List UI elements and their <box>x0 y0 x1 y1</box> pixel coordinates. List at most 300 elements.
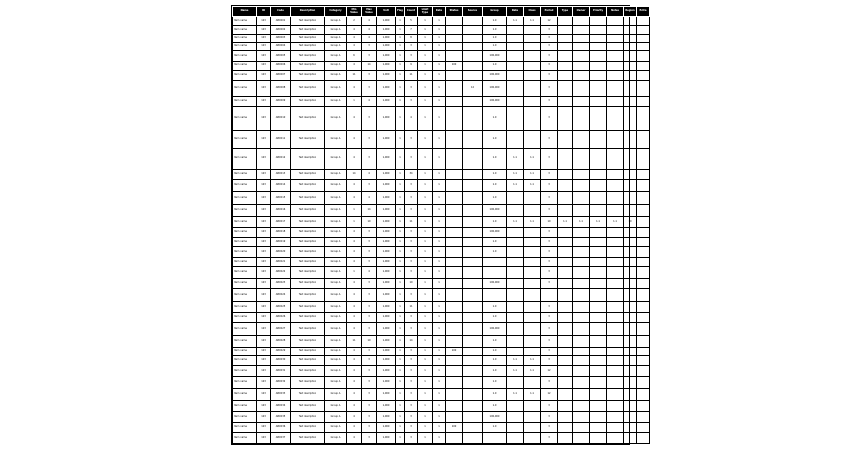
table-cell[interactable]: 1.0 <box>483 302 507 312</box>
table-cell[interactable]: 123 <box>257 227 271 237</box>
table-cell[interactable]: 3 <box>541 238 558 247</box>
table-cell[interactable]: ABC026 <box>271 312 291 322</box>
table-cell[interactable] <box>463 26 483 34</box>
table-cell[interactable]: 6 <box>347 51 362 61</box>
table-cell[interactable] <box>507 257 524 266</box>
table-cell[interactable]: 3 <box>405 81 418 97</box>
table-cell[interactable] <box>607 238 624 247</box>
table-cell[interactable] <box>507 412 524 422</box>
table-cell[interactable] <box>637 422 650 432</box>
table-cell[interactable]: 1 <box>396 17 405 26</box>
table-cell[interactable] <box>558 70 573 80</box>
table-cell[interactable]: Text description <box>291 267 325 278</box>
table-cell[interactable]: 4 <box>347 257 362 266</box>
table-cell[interactable] <box>573 169 590 179</box>
table-cell[interactable]: 1,000 <box>377 278 396 288</box>
table-cell[interactable] <box>637 217 650 227</box>
table-cell[interactable] <box>624 348 637 356</box>
table-cell[interactable] <box>507 51 524 61</box>
table-cell[interactable] <box>573 302 590 312</box>
table-cell[interactable]: 1 <box>418 217 433 227</box>
table-cell[interactable]: 3 <box>362 42 377 50</box>
column-header[interactable]: Date <box>507 7 524 17</box>
table-cell[interactable] <box>624 288 637 302</box>
table-cell[interactable] <box>446 96 463 106</box>
table-cell[interactable]: 1 <box>418 204 433 216</box>
table-cell[interactable] <box>624 365 637 376</box>
table-cell[interactable] <box>637 257 650 266</box>
table-cell[interactable]: 1 <box>418 247 433 257</box>
table-cell[interactable] <box>446 17 463 26</box>
table-cell[interactable]: 3 <box>362 433 377 444</box>
table-cell[interactable] <box>607 422 624 432</box>
table-cell[interactable]: 1 <box>396 401 405 412</box>
table-cell[interactable]: 1.1 <box>558 217 573 227</box>
table-cell[interactable]: 123 <box>257 169 271 179</box>
table-cell[interactable]: Item name <box>233 365 257 376</box>
table-cell[interactable]: 4 <box>347 348 362 356</box>
table-cell[interactable]: Text description <box>291 179 325 191</box>
table-cell[interactable]: 1 <box>433 26 446 34</box>
table-cell[interactable] <box>637 348 650 356</box>
table-cell[interactable]: Text description <box>291 34 325 42</box>
column-header[interactable]: Min Value <box>347 7 362 17</box>
table-cell[interactable] <box>507 247 524 257</box>
table-cell[interactable] <box>573 107 590 131</box>
table-cell[interactable]: 1,000 <box>377 42 396 50</box>
table-cell[interactable]: Group A <box>325 204 347 216</box>
table-cell[interactable]: 1 <box>418 348 433 356</box>
table-cell[interactable] <box>637 61 650 70</box>
table-cell[interactable]: 1 <box>433 81 446 97</box>
table-cell[interactable] <box>524 131 541 149</box>
table-cell[interactable] <box>590 148 607 169</box>
table-cell[interactable]: 1.1 <box>507 356 524 365</box>
table-cell[interactable]: 1 <box>433 179 446 191</box>
table-cell[interactable] <box>446 312 463 322</box>
table-cell[interactable] <box>607 388 624 400</box>
table-cell[interactable]: 1 <box>396 412 405 422</box>
table-cell[interactable]: 8 <box>405 34 418 42</box>
table-cell[interactable] <box>524 204 541 216</box>
table-cell[interactable]: 3 <box>405 401 418 412</box>
table-cell[interactable]: 7 <box>405 26 418 34</box>
table-cell[interactable]: Group A <box>325 412 347 422</box>
table-cell[interactable] <box>558 34 573 42</box>
table-cell[interactable]: 3 <box>362 365 377 376</box>
table-cell[interactable] <box>573 179 590 191</box>
table-cell[interactable] <box>463 433 483 444</box>
table-cell[interactable] <box>463 323 483 335</box>
table-cell[interactable] <box>624 433 637 444</box>
table-cell[interactable]: 1,000 <box>377 433 396 444</box>
table-cell[interactable] <box>590 96 607 106</box>
table-cell[interactable] <box>573 61 590 70</box>
table-cell[interactable]: ABC013 <box>271 169 291 179</box>
table-cell[interactable] <box>558 433 573 444</box>
table-cell[interactable] <box>558 169 573 179</box>
table-cell[interactable]: Text description <box>291 335 325 347</box>
table-cell[interactable]: 14 <box>362 204 377 216</box>
table-cell[interactable] <box>573 257 590 266</box>
table-cell[interactable]: ABC024 <box>271 288 291 302</box>
table-cell[interactable]: 1 <box>396 288 405 302</box>
table-cell[interactable]: 123 <box>257 107 271 131</box>
table-cell[interactable]: 1 <box>347 96 362 106</box>
table-cell[interactable] <box>507 192 524 204</box>
table-cell[interactable]: Item name <box>233 107 257 131</box>
table-cell[interactable]: 3 <box>541 70 558 80</box>
table-cell[interactable]: ABC021 <box>271 257 291 266</box>
table-cell[interactable] <box>507 70 524 80</box>
table-cell[interactable]: 4 <box>347 302 362 312</box>
table-cell[interactable]: Group A <box>325 227 347 237</box>
table-cell[interactable] <box>624 377 637 388</box>
table-cell[interactable]: 1 <box>418 227 433 237</box>
table-cell[interactable]: 1 <box>433 267 446 278</box>
table-cell[interactable]: ABC035 <box>271 412 291 422</box>
table-cell[interactable] <box>463 179 483 191</box>
table-cell[interactable]: 3 <box>405 288 418 302</box>
table-row[interactable] <box>233 433 650 444</box>
table-cell[interactable]: 4 <box>347 365 362 376</box>
table-cell[interactable] <box>573 278 590 288</box>
table-cell[interactable]: ABC034 <box>271 401 291 412</box>
table-cell[interactable] <box>524 192 541 204</box>
table-cell[interactable]: 1.0 <box>483 17 507 26</box>
table-cell[interactable] <box>637 288 650 302</box>
table-cell[interactable]: 4 <box>362 34 377 42</box>
table-cell[interactable] <box>607 312 624 322</box>
table-cell[interactable]: 10 <box>405 278 418 288</box>
table-cell[interactable]: 123 <box>257 365 271 376</box>
table-cell[interactable]: Group A <box>325 51 347 61</box>
table-cell[interactable]: ABC020 <box>271 247 291 257</box>
table-cell[interactable] <box>446 34 463 42</box>
table-cell[interactable]: Group A <box>325 267 347 278</box>
table-cell[interactable]: Item name <box>233 302 257 312</box>
column-header[interactable]: Limit Type <box>418 7 433 17</box>
table-cell[interactable]: 1 <box>396 96 405 106</box>
table-cell[interactable]: Item name <box>233 227 257 237</box>
table-cell[interactable] <box>463 365 483 376</box>
table-cell[interactable] <box>463 348 483 356</box>
table-cell[interactable]: Group A <box>325 335 347 347</box>
table-cell[interactable] <box>637 96 650 106</box>
table-cell[interactable]: 1 <box>433 51 446 61</box>
table-cell[interactable] <box>463 34 483 42</box>
table-cell[interactable] <box>507 312 524 322</box>
table-cell[interactable]: 5 <box>405 17 418 26</box>
table-cell[interactable]: Item name <box>233 257 257 266</box>
table-cell[interactable] <box>446 323 463 335</box>
table-cell[interactable]: 1,000 <box>377 422 396 432</box>
table-cell[interactable]: 123 <box>257 278 271 288</box>
table-cell[interactable]: 123 <box>257 288 271 302</box>
table-cell[interactable] <box>590 412 607 422</box>
table-cell[interactable] <box>558 61 573 70</box>
table-cell[interactable] <box>624 312 637 322</box>
table-cell[interactable] <box>463 335 483 347</box>
table-cell[interactable] <box>524 70 541 80</box>
table-cell[interactable]: 1,000 <box>377 70 396 80</box>
table-cell[interactable] <box>624 412 637 422</box>
table-cell[interactable] <box>624 323 637 335</box>
table-cell[interactable]: 1 <box>418 422 433 432</box>
table-cell[interactable]: 1 <box>418 34 433 42</box>
table-cell[interactable] <box>541 288 558 302</box>
table-cell[interactable] <box>573 131 590 149</box>
table-cell[interactable] <box>637 365 650 376</box>
table-cell[interactable] <box>558 356 573 365</box>
table-cell[interactable]: 1 <box>418 377 433 388</box>
table-cell[interactable]: ABC028 <box>271 335 291 347</box>
table-cell[interactable]: 1 <box>433 257 446 266</box>
table-cell[interactable]: 1 <box>418 323 433 335</box>
table-cell[interactable]: 123 <box>257 422 271 432</box>
table-cell[interactable]: Text description <box>291 422 325 432</box>
table-cell[interactable]: 1 <box>418 278 433 288</box>
table-cell[interactable] <box>573 42 590 50</box>
table-cell[interactable]: 10 <box>624 217 637 227</box>
table-cell[interactable] <box>590 278 607 288</box>
table-cell[interactable]: 1.0 <box>483 247 507 257</box>
table-cell[interactable]: 1 <box>418 401 433 412</box>
table-cell[interactable]: 100,000 <box>483 96 507 106</box>
column-header[interactable]: Flag <box>396 7 405 17</box>
table-cell[interactable]: ABC037 <box>271 433 291 444</box>
table-cell[interactable]: 1 <box>433 148 446 169</box>
table-row[interactable] <box>233 247 650 257</box>
table-cell[interactable]: ABC031 <box>271 365 291 376</box>
table-cell[interactable] <box>524 433 541 444</box>
table-cell[interactable]: 3 <box>541 204 558 216</box>
table-cell[interactable]: 1 <box>396 377 405 388</box>
table-cell[interactable] <box>624 356 637 365</box>
table-row[interactable] <box>233 323 650 335</box>
table-cell[interactable] <box>573 26 590 34</box>
table-cell[interactable] <box>590 81 607 97</box>
table-cell[interactable]: 1.1 <box>524 179 541 191</box>
table-cell[interactable] <box>607 227 624 237</box>
table-cell[interactable]: Text description <box>291 26 325 34</box>
table-cell[interactable] <box>446 257 463 266</box>
table-cell[interactable] <box>607 179 624 191</box>
table-cell[interactable]: 3 <box>362 377 377 388</box>
table-cell[interactable]: ABC019 <box>271 238 291 247</box>
table-cell[interactable]: 1 <box>418 412 433 422</box>
table-cell[interactable] <box>590 365 607 376</box>
table-cell[interactable]: 100,000 <box>483 227 507 237</box>
table-cell[interactable]: 123 <box>257 433 271 444</box>
table-cell[interactable]: 1 <box>433 204 446 216</box>
table-cell[interactable] <box>590 238 607 247</box>
table-cell[interactable]: Group A <box>325 365 347 376</box>
table-cell[interactable] <box>590 401 607 412</box>
table-cell[interactable] <box>590 17 607 26</box>
table-cell[interactable]: 1,000 <box>377 217 396 227</box>
table-cell[interactable]: 1 <box>396 267 405 278</box>
table-cell[interactable]: Item name <box>233 312 257 322</box>
table-cell[interactable] <box>507 323 524 335</box>
table-cell[interactable]: 1.1 <box>524 217 541 227</box>
table-cell[interactable]: 1 <box>418 70 433 80</box>
table-cell[interactable]: 3 <box>362 238 377 247</box>
table-cell[interactable] <box>463 278 483 288</box>
table-cell[interactable]: 1 <box>396 238 405 247</box>
table-cell[interactable]: 34 <box>405 169 418 179</box>
table-cell[interactable] <box>558 401 573 412</box>
table-cell[interactable]: 1 <box>418 238 433 247</box>
table-cell[interactable] <box>607 412 624 422</box>
table-cell[interactable] <box>590 335 607 347</box>
table-cell[interactable]: 1.0 <box>483 131 507 149</box>
table-cell[interactable]: 3 <box>541 61 558 70</box>
table-cell[interactable] <box>637 192 650 204</box>
table-cell[interactable]: 1.0 <box>483 348 507 356</box>
table-cell[interactable] <box>446 335 463 347</box>
table-cell[interactable]: 3 <box>362 148 377 169</box>
table-cell[interactable]: 4 <box>347 422 362 432</box>
table-cell[interactable]: Group A <box>325 26 347 34</box>
table-row[interactable] <box>233 422 650 432</box>
table-cell[interactable]: 4 <box>347 131 362 149</box>
table-cell[interactable]: Group A <box>325 179 347 191</box>
table-cell[interactable]: Item name <box>233 81 257 97</box>
table-cell[interactable]: 123 <box>257 412 271 422</box>
table-cell[interactable] <box>524 323 541 335</box>
table-cell[interactable] <box>590 70 607 80</box>
table-cell[interactable]: 3 <box>405 42 418 50</box>
table-cell[interactable]: 1,000 <box>377 302 396 312</box>
table-cell[interactable]: 123 <box>257 323 271 335</box>
table-cell[interactable] <box>558 17 573 26</box>
table-cell[interactable]: 123 <box>257 26 271 34</box>
table-cell[interactable]: 1.0 <box>483 179 507 191</box>
column-header[interactable]: Period <box>541 7 558 17</box>
table-cell[interactable] <box>524 412 541 422</box>
table-cell[interactable]: 3 <box>541 401 558 412</box>
table-cell[interactable]: 3 <box>362 348 377 356</box>
table-cell[interactable]: 100,000 <box>483 81 507 97</box>
table-cell[interactable] <box>507 81 524 97</box>
table-cell[interactable] <box>624 81 637 97</box>
table-cell[interactable]: 123 <box>257 217 271 227</box>
table-cell[interactable]: 3 <box>541 96 558 106</box>
table-cell[interactable]: 4 <box>347 356 362 365</box>
table-cell[interactable] <box>573 388 590 400</box>
table-cell[interactable]: Group A <box>325 356 347 365</box>
table-cell[interactable] <box>624 335 637 347</box>
column-header[interactable]: Group <box>483 7 507 17</box>
table-cell[interactable] <box>573 238 590 247</box>
table-cell[interactable] <box>463 388 483 400</box>
table-cell[interactable]: Item name <box>233 412 257 422</box>
table-cell[interactable]: 1 <box>418 51 433 61</box>
table-cell[interactable]: 123 <box>257 348 271 356</box>
column-header[interactable]: Name <box>233 7 257 17</box>
table-cell[interactable] <box>590 388 607 400</box>
table-cell[interactable]: 1.0 <box>483 356 507 365</box>
table-cell[interactable] <box>607 17 624 26</box>
table-row[interactable] <box>233 257 650 266</box>
table-cell[interactable]: 10 <box>362 335 377 347</box>
table-cell[interactable] <box>573 323 590 335</box>
table-cell[interactable]: 4 <box>362 192 377 204</box>
table-cell[interactable]: 3 <box>541 422 558 432</box>
table-cell[interactable] <box>590 323 607 335</box>
table-cell[interactable] <box>637 107 650 131</box>
table-cell[interactable]: 4 <box>347 227 362 237</box>
table-row[interactable] <box>233 365 650 376</box>
table-cell[interactable] <box>446 107 463 131</box>
table-cell[interactable]: ABC007 <box>271 70 291 80</box>
table-cell[interactable]: 3 <box>362 70 377 80</box>
table-cell[interactable] <box>607 302 624 312</box>
table-cell[interactable]: 1 <box>396 169 405 179</box>
table-cell[interactable] <box>624 51 637 61</box>
table-cell[interactable]: 1 <box>418 257 433 266</box>
table-cell[interactable]: 4 <box>362 26 377 34</box>
table-cell[interactable] <box>624 17 637 26</box>
table-cell[interactable] <box>624 401 637 412</box>
table-cell[interactable]: 3 <box>362 247 377 257</box>
table-cell[interactable]: 3 <box>541 34 558 42</box>
table-cell[interactable]: Item name <box>233 148 257 169</box>
table-cell[interactable] <box>446 388 463 400</box>
table-cell[interactable]: 1.0 <box>483 107 507 131</box>
table-cell[interactable]: Item name <box>233 422 257 432</box>
table-cell[interactable]: 1 <box>418 61 433 70</box>
table-cell[interactable] <box>524 51 541 61</box>
table-cell[interactable]: 1 <box>418 433 433 444</box>
table-cell[interactable]: Group A <box>325 288 347 302</box>
table-cell[interactable] <box>573 312 590 322</box>
table-cell[interactable]: 4 <box>347 401 362 412</box>
table-cell[interactable] <box>590 51 607 61</box>
table-cell[interactable]: Item name <box>233 288 257 302</box>
table-cell[interactable]: 123 <box>257 335 271 347</box>
table-cell[interactable] <box>590 257 607 266</box>
table-cell[interactable]: 1,000 <box>377 107 396 131</box>
table-cell[interactable] <box>463 288 483 302</box>
table-cell[interactable]: 4 <box>405 107 418 131</box>
table-cell[interactable] <box>446 302 463 312</box>
table-row[interactable] <box>233 61 650 70</box>
table-cell[interactable] <box>463 302 483 312</box>
table-cell[interactable]: Item name <box>233 278 257 288</box>
table-cell[interactable]: 3 <box>541 81 558 97</box>
table-cell[interactable]: 100 <box>446 422 463 432</box>
table-cell[interactable]: 3 <box>405 227 418 237</box>
table-cell[interactable] <box>590 288 607 302</box>
table-cell[interactable]: 1 <box>396 247 405 257</box>
table-cell[interactable] <box>558 267 573 278</box>
table-cell[interactable]: Text description <box>291 433 325 444</box>
table-cell[interactable]: 1 <box>396 179 405 191</box>
table-cell[interactable] <box>624 42 637 50</box>
table-cell[interactable] <box>507 131 524 149</box>
table-cell[interactable] <box>637 81 650 97</box>
table-cell[interactable]: 3 <box>541 179 558 191</box>
table-cell[interactable]: 1 <box>418 302 433 312</box>
table-cell[interactable]: 3 <box>405 377 418 388</box>
table-cell[interactable] <box>637 356 650 365</box>
table-cell[interactable]: ABC027 <box>271 323 291 335</box>
table-cell[interactable] <box>558 323 573 335</box>
table-cell[interactable]: 1 <box>433 312 446 322</box>
table-cell[interactable]: 1 <box>396 433 405 444</box>
